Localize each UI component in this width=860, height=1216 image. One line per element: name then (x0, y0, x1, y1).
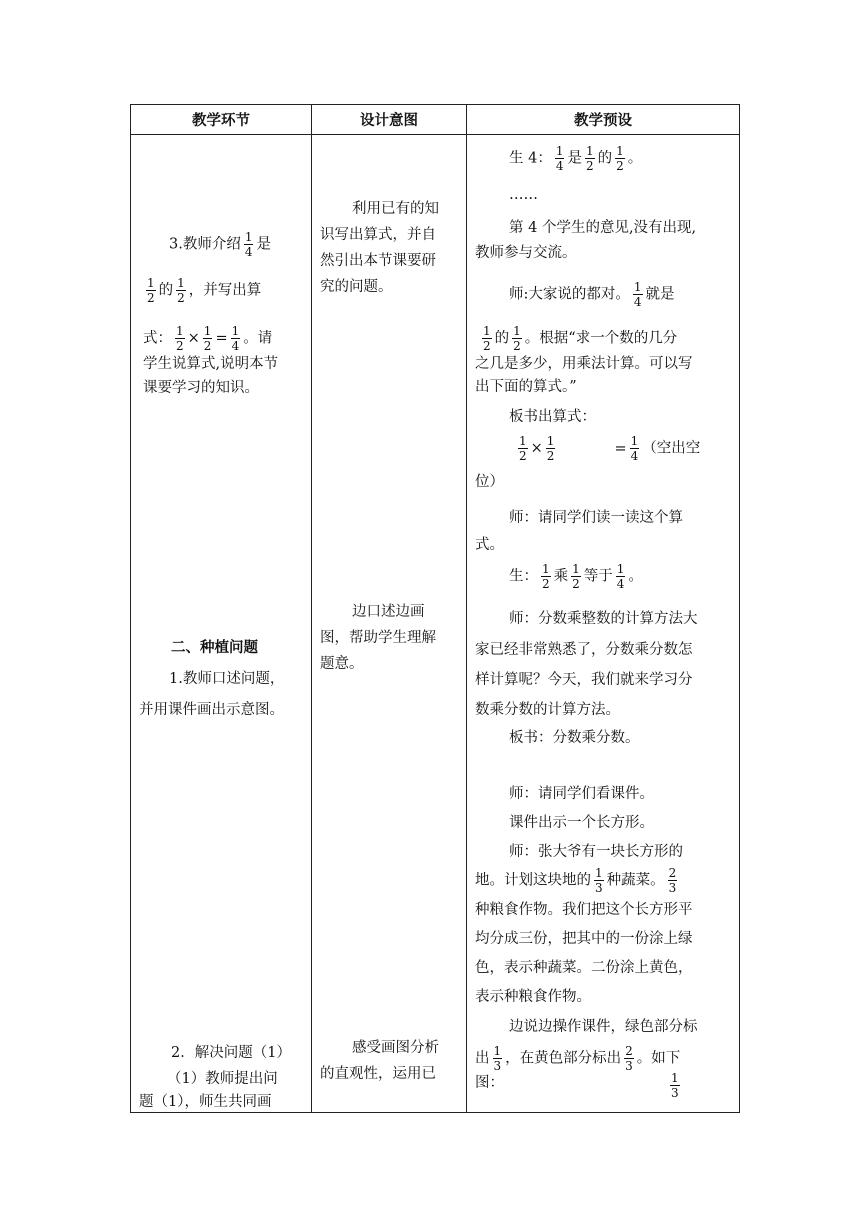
fraction-1-4: $\frac{1}{4}$ (633, 280, 642, 309)
teacher1-line2: $\frac{1}{2}$ 的 $\frac{1}{2}$ 。根据“求一个数的几分 (483, 324, 678, 353)
intent2-line1: 边口述边画 (352, 604, 425, 620)
para2-line4: 数乘分数的计算方法。 (475, 702, 620, 718)
intent1-line4: 究的问题。 (320, 279, 393, 295)
para5-line1: 种粮食作物。我们把这个长方形平 (475, 902, 693, 918)
para3-line3: 师：张大爷有一块长方形的 (509, 844, 683, 860)
header-teaching-step: 教学环节 (131, 105, 312, 135)
board-title: 板书：分数乘分数。 (509, 730, 640, 746)
fraction-1-3: $\frac{1}{3}$ (595, 866, 603, 895)
intro-line4: 学生说算式,说明本节 (143, 356, 279, 372)
para7-line: 出 $\frac{1}{3}$ ，在黄色部分标出 $\frac{2}{3}$ 。如下 (475, 1044, 681, 1073)
intent2-line2: 图，帮助学生理解 (320, 630, 436, 646)
col-teaching-preset (467, 135, 739, 1112)
para6-line: 边说边操作课件，绿色部分标 (509, 1019, 698, 1035)
fraction-1-2: $\frac{1}{2}$ (519, 434, 527, 463)
fraction-1-2: $\frac{1}{2}$ (616, 144, 624, 173)
item2-line1: 2．解决问题（1） (171, 1045, 291, 1061)
para3-line1: 师：请同学们看课件。 (509, 786, 654, 802)
fraction-2-3: $\frac{2}{3}$ (668, 866, 677, 895)
para3-line2: 课件出示一个长方形。 (509, 815, 654, 831)
item2-line2: （1）教师提出问 (167, 1071, 278, 1087)
intent3-line1: 感受画图分析 (352, 1040, 439, 1056)
para2-line2: 家已经非常熟悉了，分数乘分数怎 (475, 642, 693, 658)
item1-line2: 并用课件画出示意图。 (139, 702, 284, 718)
intent2-line3: 题意。 (320, 656, 364, 672)
fraction-1-4: $\frac{1}{4}$ (231, 324, 240, 353)
diagram-fraction-label (667, 1072, 683, 1099)
fraction-1-4: $\frac{1}{4}$ (244, 230, 253, 259)
section-title-planting: 二、种植问题 (171, 640, 258, 656)
fraction-1-4: $\frac{1}{4}$ (616, 562, 625, 591)
para1-line2: 教师参与交流。 (475, 245, 577, 261)
fraction-1-2: $\frac{1}{2}$ (147, 276, 155, 305)
header-design-intent: 设计意图 (312, 105, 467, 135)
teacher1-line1: 师:大家说的都对。 $\frac{1}{4}$ 就是 (509, 280, 675, 309)
intro-line2: $\frac{1}{2}$ 的 $\frac{1}{2}$ ，并写出算 (147, 276, 262, 305)
item1-line1: 1.教师口述问题， (169, 671, 285, 687)
board-equation: $\frac{1}{2}$ × $\frac{1}{2}$ = $\frac{1}{4}$ （空出空 (519, 434, 701, 463)
fraction-1-2: $\frac{1}{2}$ (513, 324, 521, 353)
fraction-1-4: $\frac{1}{4}$ (555, 144, 564, 173)
fraction-1-2: $\frac{1}{2}$ (203, 324, 212, 353)
read-line1: 师：请同学们读一读这个算 (509, 510, 683, 526)
para5-line4: 表示种粮食作物。 (475, 989, 591, 1005)
fraction-2-3: $\frac{2}{3}$ (625, 1044, 633, 1073)
fraction-1-2: $\frac{1}{2}$ (585, 144, 594, 173)
board-equation-note: 位） (475, 474, 504, 490)
fraction-1-4: $\frac{1}{4}$ (630, 434, 639, 463)
fraction-1-2: $\frac{1}{2}$ (542, 562, 550, 591)
para4-line: 地。计划这块地的 $\frac{1}{3}$ 种蔬菜。 $\frac{2}{3}$ (475, 866, 677, 895)
intent1-line2: 识写出算式，并自 (320, 227, 436, 243)
para5-line2: 均分成三份，把其中的一份涂上绿 (475, 931, 693, 947)
board-equation-label: 板书出算式： (509, 409, 596, 425)
para1-line1: 第 4 个学生的意见,没有出现, (509, 220, 697, 236)
fraction-1-2: $\frac{1}{2}$ (572, 562, 580, 591)
fraction-1-2: $\frac{1}{2}$ (546, 434, 555, 463)
col-teaching-step (131, 135, 311, 1112)
fraction-1-2: $\frac{1}{2}$ (176, 324, 184, 353)
teacher1-line4: 出下面的算式。” (475, 379, 577, 395)
para2-line1: 师：分数乘整数的计算方法大 (509, 611, 698, 627)
student-reading: 生： $\frac{1}{2}$ 乘 $\frac{1}{2}$ 等于 $\frac{1}{4}$ 。 (509, 562, 643, 591)
intro-line5: 课要学习的知识。 (143, 380, 259, 396)
read-line2: 式。 (475, 537, 504, 553)
intent3-line2: 的直观性，运用已 (320, 1066, 436, 1082)
para5-line3: 色，表示种蔬菜。二份涂上黄色， (475, 960, 693, 976)
header-teaching-preset: 教学预设 (467, 105, 740, 135)
para8-line: 图： (475, 1075, 504, 1091)
teacher1-line3: 之几是多少，用乘法计算。可以写 (475, 356, 693, 372)
fraction-1-2: $\frac{1}{2}$ (483, 324, 491, 353)
lesson-plan-table (130, 104, 740, 1113)
fraction-1-2: $\frac{1}{2}$ (177, 276, 185, 305)
student4-line: 生 4： $\frac{1}{4}$ 是 $\frac{1}{2}$ 的 $\frac{1}{2}$ 。 (509, 144, 643, 173)
intent1-line3: 然引出本节课要研 (320, 253, 436, 269)
fraction-1-3: $\frac{1}{3}$ (671, 1071, 679, 1100)
ellipsis: …… (509, 187, 538, 203)
intro-equation: 式： $\frac{1}{2}$ × $\frac{1}{2}$ = $\frac{1}{4}$ 。请 (143, 324, 273, 353)
intent1-line1: 利用已有的知 (352, 201, 439, 217)
item2-line3: 题（1），师生共同画 (139, 1094, 272, 1110)
intro-line1: 3.教师介绍 $\frac{1}{4}$ 是 (169, 230, 271, 259)
col-design-intent (312, 135, 466, 1112)
para2-line3: 样计算呢？今天，我们就来学习分 (475, 672, 693, 688)
fraction-1-3: $\frac{1}{3}$ (493, 1044, 502, 1073)
